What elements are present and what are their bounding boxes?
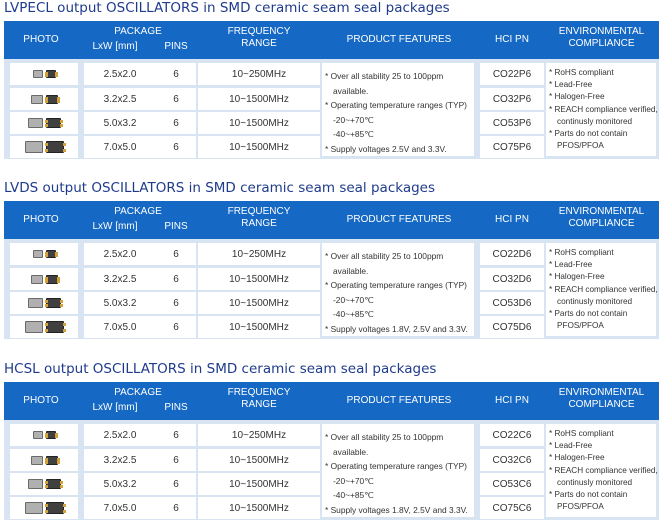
part-number-cell: CO22D6: [480, 243, 544, 265]
package-size-cell: 5.0x3.2: [84, 112, 156, 134]
frequency-cell: 10~1500MHz: [198, 497, 320, 519]
compliance-line: * Parts do not contain: [549, 129, 628, 139]
pad-mark: [45, 485, 48, 488]
product-table: [4, 382, 659, 520]
product-section: [0, 361, 662, 521]
pad-mark: [55, 435, 58, 438]
pad-mark: [45, 329, 48, 332]
package-size-cell: 3.2x2.5: [84, 449, 156, 471]
frequency-cell: 10~250MHz: [198, 243, 320, 265]
crystal-package-icon: [25, 141, 43, 153]
section-title: HCSL output OSCILLATORS in SMD ceramic seam seal packages: [4, 361, 437, 377]
section-title: LVDS output OSCILLATORS in SMD ceramic seam seal packages: [4, 180, 436, 196]
pad-mark: [55, 254, 58, 257]
feature-line: * Operating temperature ranges (TYP): [325, 461, 467, 472]
pad-mark: [45, 461, 48, 464]
pins-cell: 6: [156, 473, 196, 495]
pad-mark: [55, 74, 58, 77]
compliance-line: * Parts do not contain: [549, 490, 628, 500]
feature-line: * Supply voltages 2.5V and 3.3V.: [325, 143, 447, 154]
header-lxw: LxW [mm]: [92, 221, 138, 232]
header-features: PRODUCT FEATURES: [346, 395, 452, 406]
environmental-cell: [546, 424, 656, 517]
frequency-cell: 10~1500MHz: [198, 268, 320, 290]
feature-line: * Supply voltages 1.8V, 2.5V and 3.3V.: [325, 323, 468, 334]
header-range: RANGE: [241, 38, 277, 49]
pad-mark: [60, 300, 63, 303]
part-number-cell: CO53P6: [480, 112, 544, 134]
header-compliance: COMPLIANCE: [568, 38, 635, 49]
photo-group: [31, 456, 58, 465]
pad-mark: [45, 100, 48, 103]
crystal-package-icon: [25, 321, 43, 333]
compliance-line: * REACH compliance verified,: [549, 465, 658, 475]
feature-line: -40~+85℃: [333, 490, 374, 501]
features-cell: [322, 63, 474, 156]
crystal-package-icon: [46, 95, 58, 104]
frequency-cell: 10~250MHz: [198, 63, 320, 85]
part-number-cell: CO53D6: [480, 292, 544, 314]
photo-group: [31, 275, 58, 284]
pad-mark: [45, 74, 48, 77]
pins-cell: 6: [156, 268, 196, 290]
header-range: RANGE: [241, 399, 277, 410]
compliance-line: * Lead-Free: [549, 80, 593, 90]
crystal-package-icon: [46, 479, 61, 489]
feature-line: available.: [333, 85, 369, 96]
photo-group: [33, 431, 56, 439]
photo-cell: [10, 449, 78, 471]
pad-mark: [60, 120, 63, 123]
crystal-package-icon: [46, 141, 64, 153]
pad-mark: [45, 149, 48, 152]
table-body: [4, 59, 659, 159]
photo-cell: [10, 292, 78, 314]
feature-line: available.: [333, 446, 369, 457]
header-environmental: ENVIRONMENTAL: [558, 26, 645, 37]
compliance-line: * Lead-Free: [549, 260, 593, 270]
pad-mark: [45, 510, 48, 513]
package-size-cell: 5.0x3.2: [84, 473, 156, 495]
crystal-package-icon: [28, 479, 43, 489]
table-header: [4, 21, 659, 59]
pins-cell: 6: [156, 88, 196, 110]
pad-mark: [45, 143, 48, 146]
header-photo: PHOTO: [23, 395, 59, 406]
pad-mark: [45, 323, 48, 326]
part-number-cell: CO75P6: [480, 136, 544, 158]
frequency-cell: 10~250MHz: [198, 424, 320, 446]
compliance-line: * Halogen-Free: [549, 453, 605, 463]
product-table: [4, 21, 659, 159]
photo-group: [33, 250, 56, 258]
compliance-line: * REACH compliance verified,: [549, 104, 658, 114]
crystal-package-icon: [46, 456, 58, 465]
part-number-cell: CO75D6: [480, 316, 544, 338]
pad-mark: [45, 435, 48, 438]
pad-mark: [57, 100, 60, 103]
header-frequency: FREQUENCY: [227, 206, 291, 217]
header-lxw: LxW [mm]: [92, 41, 138, 52]
pad-mark: [45, 254, 48, 257]
pad-mark: [45, 124, 48, 127]
header-lxw: LxW [mm]: [92, 402, 138, 413]
photo-cell: [10, 497, 78, 519]
crystal-package-icon: [46, 431, 56, 439]
frequency-cell: 10~1500MHz: [198, 112, 320, 134]
header-photo: PHOTO: [23, 214, 59, 225]
feature-line: * Operating temperature ranges (TYP): [325, 100, 467, 111]
part-number-cell: CO32D6: [480, 268, 544, 290]
part-number-cell: CO22C6: [480, 424, 544, 446]
photo-group: [33, 70, 56, 78]
feature-line: * Over all stability 25 to 100ppm: [325, 432, 444, 442]
header-pins: PINS: [164, 221, 188, 232]
header-hci-pn: HCI PN: [495, 34, 529, 45]
header-package: PACKAGE: [114, 26, 162, 37]
crystal-package-icon: [33, 70, 43, 78]
pad-mark: [63, 149, 66, 152]
frequency-cell: 10~1500MHz: [198, 292, 320, 314]
pad-mark: [63, 504, 66, 507]
pad-mark: [45, 120, 48, 123]
package-size-cell: 2.5x2.0: [84, 243, 156, 265]
pad-mark: [45, 504, 48, 507]
part-number-cell: CO22P6: [480, 63, 544, 85]
pins-cell: 6: [156, 497, 196, 519]
section-title: LVPECL output OSCILLATORS in SMD ceramic seam seal packages: [4, 0, 450, 16]
photo-group: [28, 479, 61, 489]
compliance-line: * Lead-Free: [549, 441, 593, 451]
pad-mark: [60, 304, 63, 307]
package-size-cell: 2.5x2.0: [84, 424, 156, 446]
header-hci-pn: HCI PN: [495, 395, 529, 406]
feature-line: -40~+85℃: [333, 309, 374, 320]
table-body: [4, 239, 659, 339]
package-size-cell: 7.0x5.0: [84, 497, 156, 519]
crystal-package-icon: [33, 250, 43, 258]
pins-cell: 6: [156, 136, 196, 158]
pins-cell: 6: [156, 63, 196, 85]
feature-line: available.: [333, 265, 369, 276]
header-pins: PINS: [164, 41, 188, 52]
feature-line: * Over all stability 25 to 100ppm: [325, 251, 444, 261]
crystal-package-icon: [28, 298, 43, 308]
crystal-package-icon: [33, 431, 43, 439]
frequency-cell: 10~1500MHz: [198, 449, 320, 471]
photo-cell: [10, 316, 78, 338]
pad-mark: [57, 280, 60, 283]
photo-cell: [10, 268, 78, 290]
feature-line: -40~+85℃: [333, 129, 374, 140]
features-cell: [322, 424, 474, 517]
pad-mark: [45, 280, 48, 283]
header-compliance: COMPLIANCE: [568, 218, 635, 229]
package-size-cell: 7.0x5.0: [84, 136, 156, 158]
frequency-cell: 10~1500MHz: [198, 316, 320, 338]
part-number-cell: CO32P6: [480, 88, 544, 110]
header-environmental: ENVIRONMENTAL: [558, 206, 645, 217]
compliance-line: * Halogen-Free: [549, 92, 605, 102]
header-features: PRODUCT FEATURES: [346, 214, 452, 225]
photo-group: [25, 502, 64, 514]
environmental-cell: [546, 243, 656, 336]
compliance-line: * RoHS compliant: [549, 68, 614, 77]
crystal-package-icon: [46, 321, 64, 333]
header-frequency: FREQUENCY: [227, 387, 291, 398]
pad-mark: [63, 323, 66, 326]
header-compliance: COMPLIANCE: [568, 399, 635, 410]
pad-mark: [60, 124, 63, 127]
photo-group: [25, 321, 64, 333]
crystal-package-icon: [46, 298, 61, 308]
compliance-line: continusly monitored: [557, 116, 633, 126]
crystal-package-icon: [31, 95, 43, 104]
compliance-line: PFOS/PFOA: [557, 321, 604, 331]
pins-cell: 6: [156, 424, 196, 446]
feature-line: -20~+70℃: [333, 475, 374, 486]
feature-line: -20~+70℃: [333, 294, 374, 305]
crystal-package-icon: [46, 118, 61, 128]
header-frequency: FREQUENCY: [227, 26, 291, 37]
pins-cell: 6: [156, 112, 196, 134]
header-photo: PHOTO: [23, 34, 59, 45]
product-section: [0, 0, 662, 160]
photo-group: [28, 118, 61, 128]
photo-cell: [10, 88, 78, 110]
header-package: PACKAGE: [114, 387, 162, 398]
pad-mark: [57, 461, 60, 464]
photo-cell: [10, 243, 78, 265]
table-body: [4, 420, 659, 520]
frequency-cell: 10~1500MHz: [198, 136, 320, 158]
environmental-cell: [546, 63, 656, 156]
crystal-package-icon: [46, 502, 64, 514]
pad-mark: [60, 481, 63, 484]
header-pins: PINS: [164, 402, 188, 413]
compliance-line: * Parts do not contain: [549, 309, 628, 319]
crystal-package-icon: [28, 118, 43, 128]
features-cell: [322, 243, 474, 336]
pad-mark: [45, 304, 48, 307]
pad-mark: [63, 329, 66, 332]
photo-cell: [10, 473, 78, 495]
pins-cell: 6: [156, 292, 196, 314]
header-package: PACKAGE: [114, 206, 162, 217]
feature-line: * Over all stability 25 to 100ppm: [325, 71, 444, 81]
part-number-cell: CO75C6: [480, 497, 544, 519]
package-size-cell: 3.2x2.5: [84, 88, 156, 110]
frequency-cell: 10~1500MHz: [198, 473, 320, 495]
compliance-line: PFOS/PFOA: [557, 502, 604, 512]
compliance-line: continusly monitored: [557, 296, 633, 306]
product-table: [4, 201, 659, 339]
package-size-cell: 2.5x2.0: [84, 63, 156, 85]
photo-cell: [10, 63, 78, 85]
crystal-package-icon: [46, 275, 58, 284]
part-number-cell: CO32C6: [480, 449, 544, 471]
crystal-package-icon: [31, 456, 43, 465]
photo-cell: [10, 112, 78, 134]
package-size-cell: 3.2x2.5: [84, 268, 156, 290]
compliance-line: * RoHS compliant: [549, 429, 614, 438]
package-size-cell: 5.0x3.2: [84, 292, 156, 314]
pins-cell: 6: [156, 243, 196, 265]
photo-cell: [10, 424, 78, 446]
compliance-line: continusly monitored: [557, 477, 633, 487]
compliance-line: * RoHS compliant: [549, 248, 614, 257]
package-size-cell: 7.0x5.0: [84, 316, 156, 338]
pad-mark: [45, 481, 48, 484]
crystal-package-icon: [46, 250, 56, 258]
photo-group: [31, 95, 58, 104]
crystal-package-icon: [25, 502, 43, 514]
header-range: RANGE: [241, 218, 277, 229]
pad-mark: [45, 300, 48, 303]
header-hci-pn: HCI PN: [495, 214, 529, 225]
frequency-cell: 10~1500MHz: [198, 88, 320, 110]
pins-cell: 6: [156, 316, 196, 338]
pad-mark: [63, 143, 66, 146]
photo-group: [28, 298, 61, 308]
pad-mark: [60, 485, 63, 488]
photo-group: [25, 141, 64, 153]
feature-line: * Supply voltages 1.8V, 2.5V and 3.3V.: [325, 504, 468, 515]
compliance-line: * Halogen-Free: [549, 272, 605, 282]
table-header: [4, 201, 659, 239]
feature-line: * Operating temperature ranges (TYP): [325, 280, 467, 291]
compliance-line: * REACH compliance verified,: [549, 284, 658, 294]
product-section: [0, 180, 662, 340]
header-features: PRODUCT FEATURES: [346, 34, 452, 45]
header-environmental: ENVIRONMENTAL: [558, 387, 645, 398]
feature-line: -20~+70℃: [333, 114, 374, 125]
part-number-cell: CO53C6: [480, 473, 544, 495]
table-header: [4, 382, 659, 420]
photo-cell: [10, 136, 78, 158]
crystal-package-icon: [31, 275, 43, 284]
compliance-line: PFOS/PFOA: [557, 141, 604, 151]
pad-mark: [63, 510, 66, 513]
pins-cell: 6: [156, 449, 196, 471]
crystal-package-icon: [46, 70, 56, 78]
